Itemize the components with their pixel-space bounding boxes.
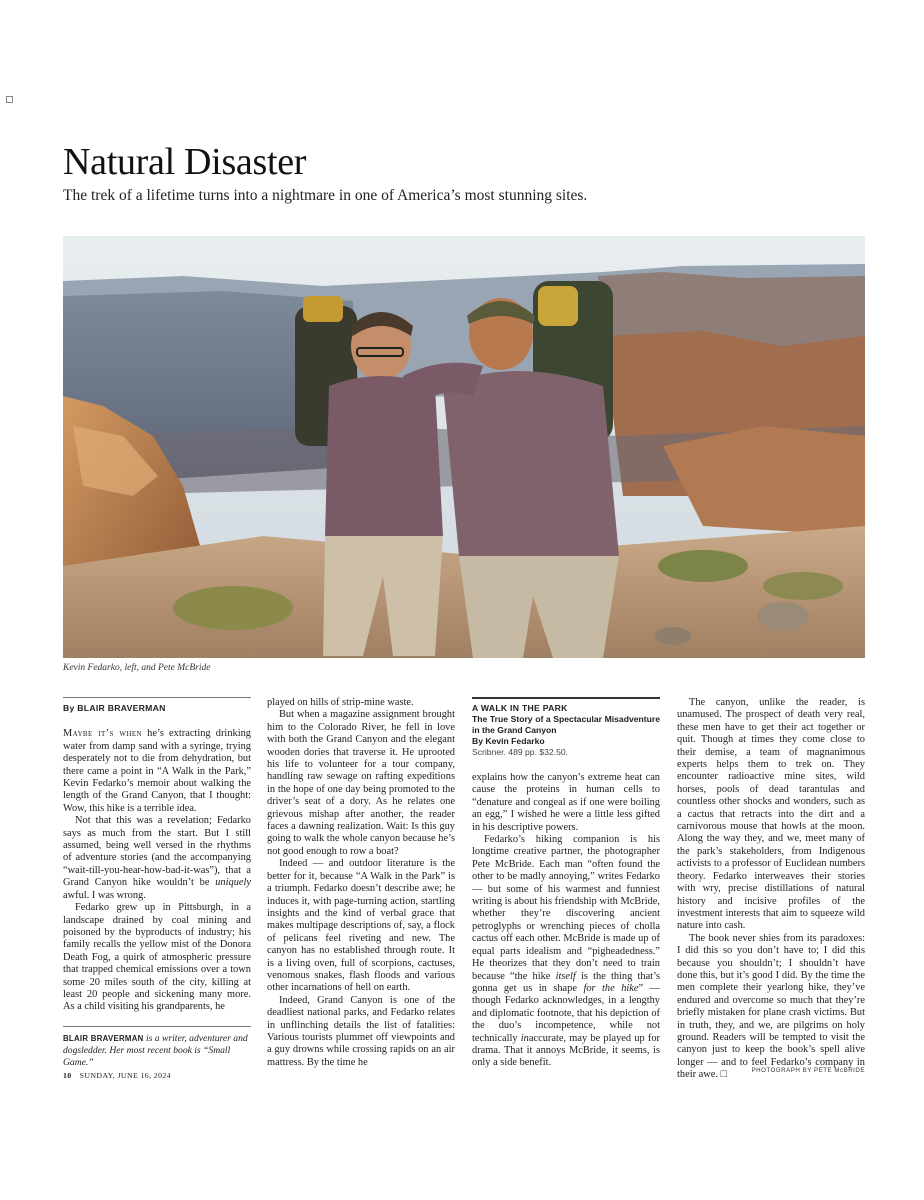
photo-credit: PHOTOGRAPH BY PETE McBRIDE: [751, 1067, 865, 1074]
paragraph: Fedarko grew up in Pittsburgh, in a landscape drained by coal mining and poisoned by the byproducts of industry; his family recalls the yellow mist of the Donora Death Fog, a quirk of atmospheric pressure that trapped chemical emissions over a town some 20 miles south of the city, killing at least 20 people and sickening many more. As a child visiting his grandparents, he: [63, 902, 251, 1013]
issue-date: SUNDAY, JUNE 16, 2024: [79, 1071, 171, 1080]
paragraph: Not that this was a revelation; Fedarko says as much from the start. But I still assumed, being well versed in the rhythms of adventure stories (and the accompanying “wait-till-you-hear-how-bad-it-was”), that a Grand Canyon hike wouldn’t be uniquely awful. I was wrong.: [63, 815, 251, 901]
paragraph: Indeed, Grand Canyon is one of the deadliest national parks, and Fedarko relates in unflinching details the list of fatalities: Various tourists plummet off viewpoints and a guy drowns while crossing rapids on an air mattress. By the time he: [267, 994, 455, 1068]
paragraph: played on hills of strip-mine waste.: [267, 697, 414, 708]
book-title: A WALK IN THE PARK: [472, 703, 568, 713]
byline: By BLAIR BRAVERMAN: [63, 703, 166, 713]
book-publisher: Scribner. 489 pp. $32.50.: [472, 747, 569, 757]
photo-illustration: [63, 236, 865, 658]
paragraph: The book never shies from its paradoxes: I did this so you don’t have to; I did this because you shouldn’t; I shouldn’t have done this, but it’s good I did. By the time the men complete their yearlong hike, they’ve endured and overcome so much that they’re briefly mistaken for plane crash victims. But in truth, they, and we, are pilgrims on holy ground. Readers will be tempted to visit the canyon just to keep the book’s spell alive longer — and to feel Fedarko’s company in their awe. □: [677, 932, 865, 1081]
paragraph: The canyon, unlike the reader, is unamused. The prospect of death very real, these men have to get their act together or quit. Though at times they come close to their demise, a team of magnanimous experts helps them to trek on. They encounter radioactive mine sites, wild horses, pools of dead tarantulas and countless other shocks and wonders, such as a cactus that retracts into the dirt and a carnivorous mouse that howls at the moon. Along the way they, and we, meet many of the park’s stakeholders, from Indigenous activists to a professor of Euclidean numbers theory. Fedarko interweaves their stories with wry, precise distillations of natural history and incisive profiles of the investment interests that aim to squeeze wild nature into cash.: [677, 697, 865, 932]
page-number: 10: [63, 1071, 72, 1080]
paragraph: Maybe it’s when he’s extracting drinking water from damp sand with a syringe, trying desperately not to die from dehydration, but there came a point in “A Walk in the Park,” Kevin Fedarko’s memoir about walking the length of the Grand Canyon, that I thought: Wow, this hike is a terrible idea.: [63, 728, 251, 814]
corner-mark: [6, 96, 13, 103]
paragraph: Indeed — and outdoor literature is the better for it, because “A Walk in the Park” is a triumph. Fedarko doesn’t describe awe; he induces it, with page-turning action, startling insights and the kind of verbal grace that makes multipage descriptions of, say, a flock of pelicans feel riveting and new. The canyon has no established through route. It is a living oven, full of scorpions, cactuses, venomous snakes, flash floods and various other incarnations of hell on earth.: [267, 858, 455, 994]
photo-caption: Kevin Fedarko, left, and Pete McBride: [63, 663, 211, 673]
headline: Natural Disaster: [63, 141, 307, 183]
page-footer: [63, 1071, 171, 1080]
column-4: [677, 697, 865, 1082]
dek: The trek of a lifetime turns into a nightmare in one of America’s most stunning sites.: [63, 187, 588, 204]
lead-in: Maybe it’s when: [63, 728, 142, 740]
bio-name: BLAIR BRAVERMAN: [63, 1033, 144, 1043]
author-bio: [63, 1026, 251, 1069]
book-author: By Kevin Fedarko: [472, 736, 545, 746]
paragraph: explains how the canyon’s extreme heat can cause the proteins in human cells to “denature and congeal as if one were boiling an egg,” I wished he were a little less gifted in his descriptive powers.: [472, 772, 660, 833]
bio-text: is a writer, adventurer and dogsledder. Her most recent book is “Small Game.”: [63, 1032, 248, 1068]
paragraph: But when a magazine assignment brought him to the Colorado River, he fell in love with both the Grand Canyon and the elegant wooden dories that traverse it. He uprooted his life to volunteer for a tour company, handling raw sewage on rafting expeditions in the hope of one day being promoted to the driver’s seat of a dory. As he relates one grievous mishap after another, the reader faces a dawning realization. Wait: Is this guy going to walk the whole canyon because he’s not good enough to row a boat?: [267, 709, 455, 857]
column-3: [472, 697, 660, 1070]
photo-grand-canyon-hikers: [63, 236, 865, 658]
book-subtitle: The True Story of a Spectacular Misadventure in the Grand Canyon: [472, 714, 660, 735]
book-info-box: [472, 697, 660, 758]
paragraph: Fedarko’s hiking companion is his longtime creative partner, the photographer Pete McBride. Each man “often found the other to be madly annoying,” writes Fedarko — but some of his warmest and funniest writing is about his friendship with McBride, whether they’re discovering ancient petroglyphs or wrenching pieces of cholla cactus off each other. McBride is made up of equal parts idealism and “pigheadedness.” He theorizes that they don’t need to train because “the hike itself is the thing that’s gonna get us in shape for the hike” — though Fedarko acknowledges, in a lengthy and diplomatic footnote, that his depiction of the duo’s incompetence, while not technically inaccurate, may be played up for drama. That it annoys McBride, it seems, is only a side benefit.: [472, 834, 661, 1069]
end-mark: □: [720, 1069, 727, 1081]
column-1: [63, 697, 251, 1069]
column-2: [267, 697, 455, 1069]
